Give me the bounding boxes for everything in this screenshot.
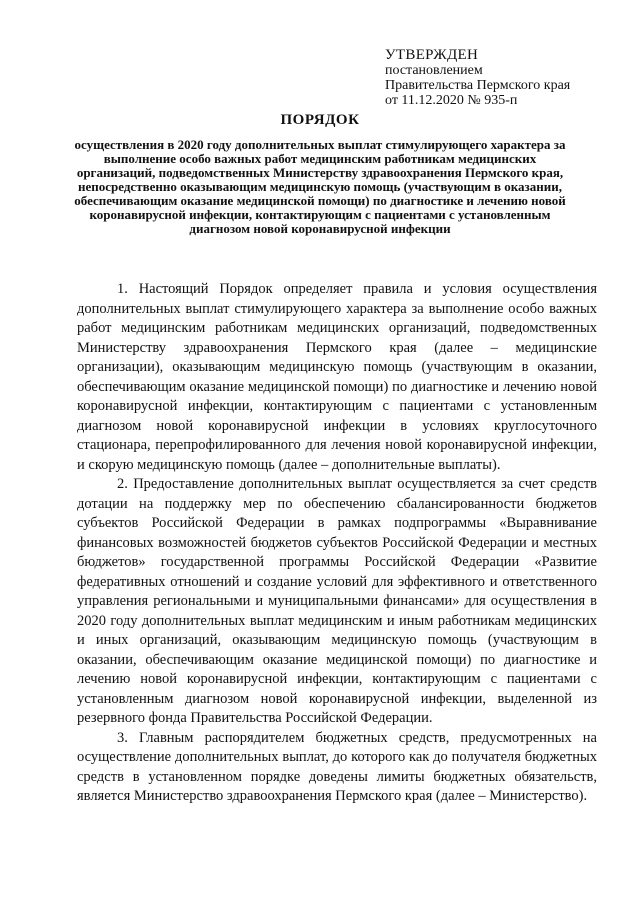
paragraph-1: 1. Настоящий Порядок определяет правила и условия осуществления дополнительных выплат стимулирующего характера за выполнение особо важных работ медицинским работникам медицинских организаций, подведомственных Министерству здравоохранения Пермского края (далее – медицинские организации), оказывающим медицинскую помощь (участвующим в оказании, обеспечивающим оказание медицинской помощи) по диагностике и лечению новой коронавирусной инфекции, контактирующим с пациентами с установленным диагнозом новой коронавирусной инфекции в условиях круглосуточного стационара, перепрофилированного для лечения новой коронавирусной инфекции, и скорую медицинскую помощь (далее – дополнительные выплаты). [77,281,597,473]
approval-stamp [385,48,625,108]
approval-heading: УТВЕРЖДЕН [385,47,479,63]
document-body [77,280,597,807]
document-subtitle: осуществления в 2020 году дополнительных выплат стимулирующего характера за выполнение особо важных работ медицинским работникам медицинских организаций, подведомственных Министерству здравоохранения Пермского края, непосредственно оказывающим медицинскую помощь (участвующим в оказании, обеспечивающим оказание медицинской помощи) по диагностике и лечению новой коронавирусной инфекции, контактирующим с пациентами с установленным диагнозом новой коронавирусной инфекции [74,137,566,236]
paragraph-2: 2. Предоставление дополнительных выплат осуществляется за счет средств дотации на поддержку мер по обеспечению сбалансированности бюджетов субъектов Российской Федерации в рамках подпрограммы «Выравнивание финансовых возможностей бюджетов субъектов Российской Федерации и местных бюджетов» государственной программы Российской Федерации «Развитие федеративных отношений и создание условий для эффективного и ответственного управления региональными и муниципальными финансами» для осуществления в 2020 году дополнительных выплат медицинским и иным работникам медицинских и иных организаций, оказывающим медицинскую помощь (участвующим в оказании, обеспечивающим оказание медицинской помощи) по диагностике и лечению новой коронавирусной инфекции, контактирующим с пациентами с установленным диагнозом новой коронавирусной инфекции, выделенной из резервного фонда Правительства Российской Федерации. [77,476,597,726]
approval-line-2: Правительства Пермского края [385,78,571,93]
document-title: ПОРЯДОК [280,112,360,128]
approval-line-3: от 11.12.2020 № 935-п [385,93,518,108]
approval-line-1: постановлением [385,63,483,78]
paragraph-3: 3. Главным распорядителем бюджетных средств, предусмотренных на осуществление дополнительных выплат, до которого как до получателя бюджетных средств в установленном порядке доведены лимиты бюджетных обязательств, является Министерство здравоохранения Пермского края (далее – Министерство). [77,729,597,804]
